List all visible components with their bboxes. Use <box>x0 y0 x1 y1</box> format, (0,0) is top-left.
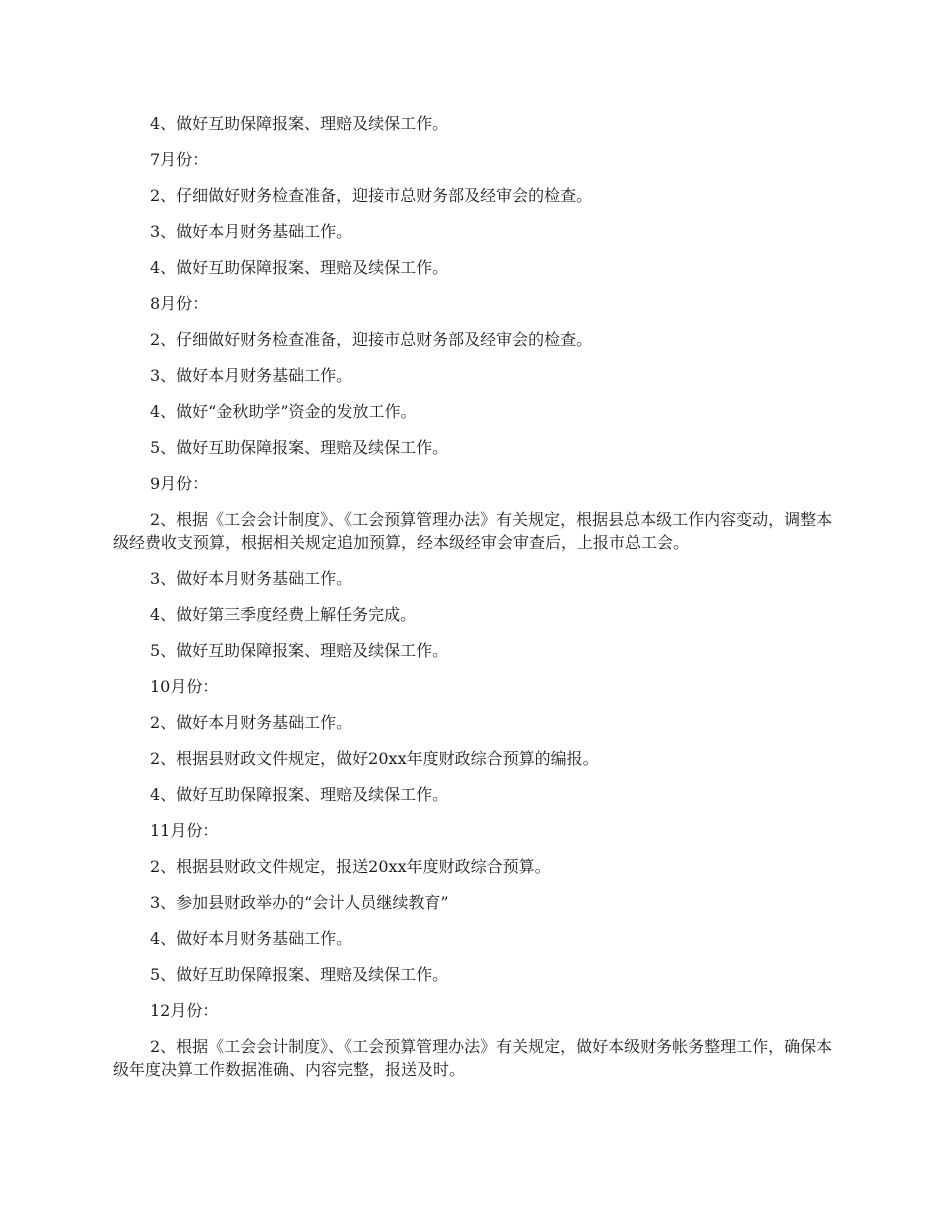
paragraph: 3、做好本月财务基础工作。 <box>150 366 353 385</box>
paragraph: 4、做好互助保障报案、理赔及续保工作。 <box>150 785 449 804</box>
paragraph: 2、仔细做好财务检查准备，迎接市总财务部及经审会的检查。 <box>150 186 593 205</box>
paragraph: 4、做好“金秋助学”资金的发放工作。 <box>150 402 417 421</box>
month-heading: 9月份： <box>150 474 209 493</box>
paragraph: 2、根据《工会会计制度》、《工会预算管理办法》有关规定，做好本级财务帐务整理工作，确保本级年度决算工作数据准确、内容完整，报送及时。 <box>113 1037 833 1079</box>
paragraph: 4、做好本月财务基础工作。 <box>150 929 353 948</box>
paragraph: 4、做好第三季度经费上解任务完成。 <box>150 605 417 624</box>
month-heading: 8月份： <box>150 294 209 313</box>
month-heading: 7月份： <box>150 150 209 169</box>
paragraph: 2、根据《工会会计制度》、《工会预算管理办法》有关规定，根据县总本级工作内容变动，调整本级经费收支预算，根据相关规定追加预算，经本级经审会审查后，上报市总工会。 <box>113 510 833 552</box>
paragraph: 3、做好本月财务基础工作。 <box>150 222 353 241</box>
paragraph: 2、仔细做好财务检查准备，迎接市总财务部及经审会的检查。 <box>150 330 593 349</box>
paragraph: 5、做好互助保障报案、理赔及续保工作。 <box>150 438 449 457</box>
paragraph: 3、参加县财政举办的“会计人员继续教育” <box>150 893 449 912</box>
month-heading: 12月份： <box>150 1001 219 1020</box>
paragraph: 3、做好本月财务基础工作。 <box>150 569 353 588</box>
document-body <box>113 112 838 1094</box>
paragraph: 5、做好互助保障报案、理赔及续保工作。 <box>150 965 449 984</box>
paragraph: 2、根据县财政文件规定，报送20xx年度财政综合预算。 <box>150 857 551 876</box>
paragraph: 5、做好互助保障报案、理赔及续保工作。 <box>150 641 449 660</box>
paragraph: 2、根据县财政文件规定，做好20xx年度财政综合预算的编报。 <box>150 749 599 768</box>
paragraph: 4、做好互助保障报案、理赔及续保工作。 <box>150 258 449 277</box>
month-heading: 10月份： <box>150 677 219 696</box>
paragraph: 2、做好本月财务基础工作。 <box>150 713 353 732</box>
paragraph: 4、做好互助保障报案、理赔及续保工作。 <box>150 114 449 133</box>
month-heading: 11月份： <box>150 821 219 840</box>
